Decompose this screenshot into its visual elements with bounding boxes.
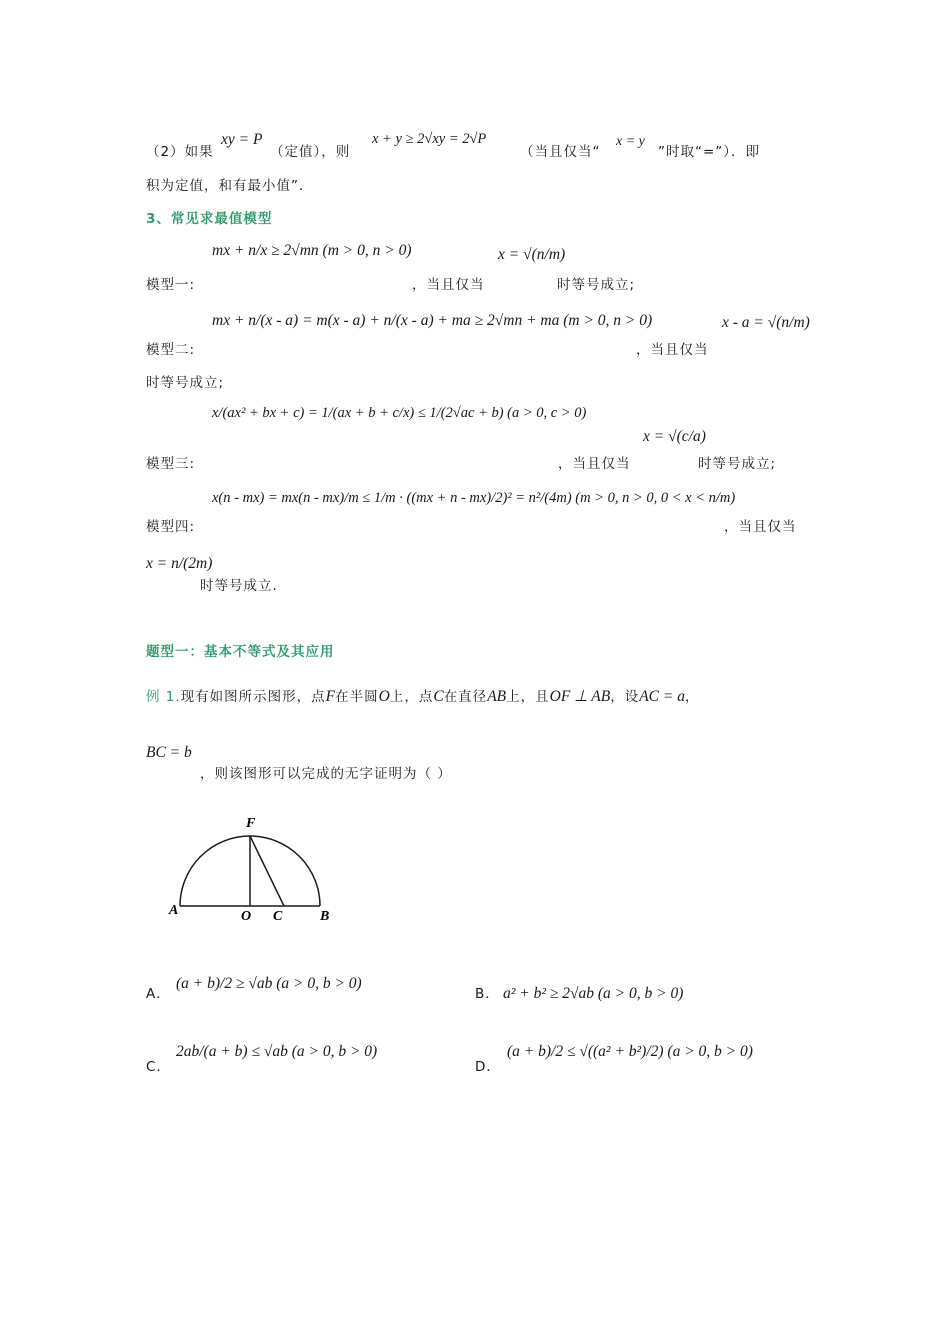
section-3-title: 3、常见求最值模型 [146, 211, 273, 227]
label-b: B [320, 909, 330, 924]
model-2-condition: x - a = √(n/m) [722, 314, 810, 331]
model-3-formula: x/(ax² + bx + c) = 1/(ax + b + c/x) ≤ 1/(2√ac + b) (a > 0, c > 0) [212, 405, 587, 421]
model-3-label: 模型三: [146, 456, 196, 472]
p2-inequality: x + y ≥ 2√xy = 2√P [372, 131, 487, 147]
example-1-label: 例 1. [146, 689, 181, 705]
p2-prefix: （2）如果 [146, 144, 214, 160]
label-f: F [246, 816, 256, 831]
model-4-label: 模型四: [146, 519, 196, 535]
model-3-condition: x = √(c/a) [643, 428, 706, 445]
example-1-question: ，则该图形可以完成的无字证明为（ ） [200, 766, 452, 782]
p2-mid2: （当且仅当“ [520, 144, 601, 160]
model-4-cond-text: ，当且仅当 [724, 519, 797, 535]
p2-mid1: （定值），则 [270, 144, 351, 160]
model-4-formula: x(n - mx) = mx(n - mx)/m ≤ 1/m · ((mx + n - mx)/2)² = n²/(4m) (m > 0, n > 0, 0 < x < n/m) [212, 490, 736, 506]
model-2-cond-text: ，当且仅当 [636, 342, 709, 358]
example-1-bc: BC = b [146, 744, 192, 761]
model-1-tail: 时等号成立; [557, 277, 636, 293]
p2-equality: x = y [616, 134, 645, 149]
option-b-label[interactable]: B． [475, 986, 500, 1002]
model-1-formula: mx + n/x ≥ 2√mn (m > 0, n > 0) [212, 242, 412, 259]
model-2-label: 模型二: [146, 342, 196, 358]
model-1-label: 模型一: [146, 277, 196, 293]
model-3-cond-text: ，当且仅当 [558, 456, 631, 472]
option-c-label[interactable]: C． [146, 1059, 171, 1075]
label-a: A [169, 903, 179, 918]
segment-fc [250, 836, 284, 906]
label-o: O [241, 909, 252, 924]
model-2-formula: mx + n/(x - a) = m(x - a) + n/(x - a) + ma ≥ 2√mn + ma (m > 0, n > 0) [212, 312, 653, 329]
model-4-condition: x = n/(2m) [146, 555, 213, 572]
model-1-condition: x = √(n/m) [498, 246, 566, 263]
p2-mid3: ”时取“=”）．即 [658, 144, 761, 160]
p2-condition: xy = P [221, 131, 263, 148]
option-d-formula[interactable]: (a + b)/2 ≤ √((a² + b²)/2) (a > 0, b > 0) [507, 1043, 753, 1060]
model-1-cond-text: ，当且仅当 [412, 277, 485, 293]
option-c-formula[interactable]: 2ab/(a + b) ≤ √ab (a > 0, b > 0) [176, 1043, 378, 1060]
semicircle-figure [160, 808, 350, 928]
option-d-label[interactable]: D． [475, 1059, 501, 1075]
topic-1-title: 题型一：基本不等式及其应用 [146, 644, 335, 660]
option-a-formula[interactable]: (a + b)/2 ≥ √ab (a > 0, b > 0) [176, 975, 362, 992]
model-2-tail: 时等号成立; [146, 375, 225, 391]
model-4-tail: 时等号成立. [200, 578, 278, 594]
option-b-formula[interactable]: a² + b² ≥ 2√ab (a > 0, b > 0) [503, 985, 684, 1002]
label-c: C [273, 909, 283, 924]
p2-line2: 积为定值，和有最小值”． [146, 178, 314, 194]
example-1-line1: 例 1.现有如图所示图形，点F在半圆O上，点C在直径AB上，且OF ⊥ AB，设AC = a， [146, 688, 700, 705]
option-a-label[interactable]: A． [146, 986, 171, 1002]
model-3-tail: 时等号成立; [698, 456, 777, 472]
